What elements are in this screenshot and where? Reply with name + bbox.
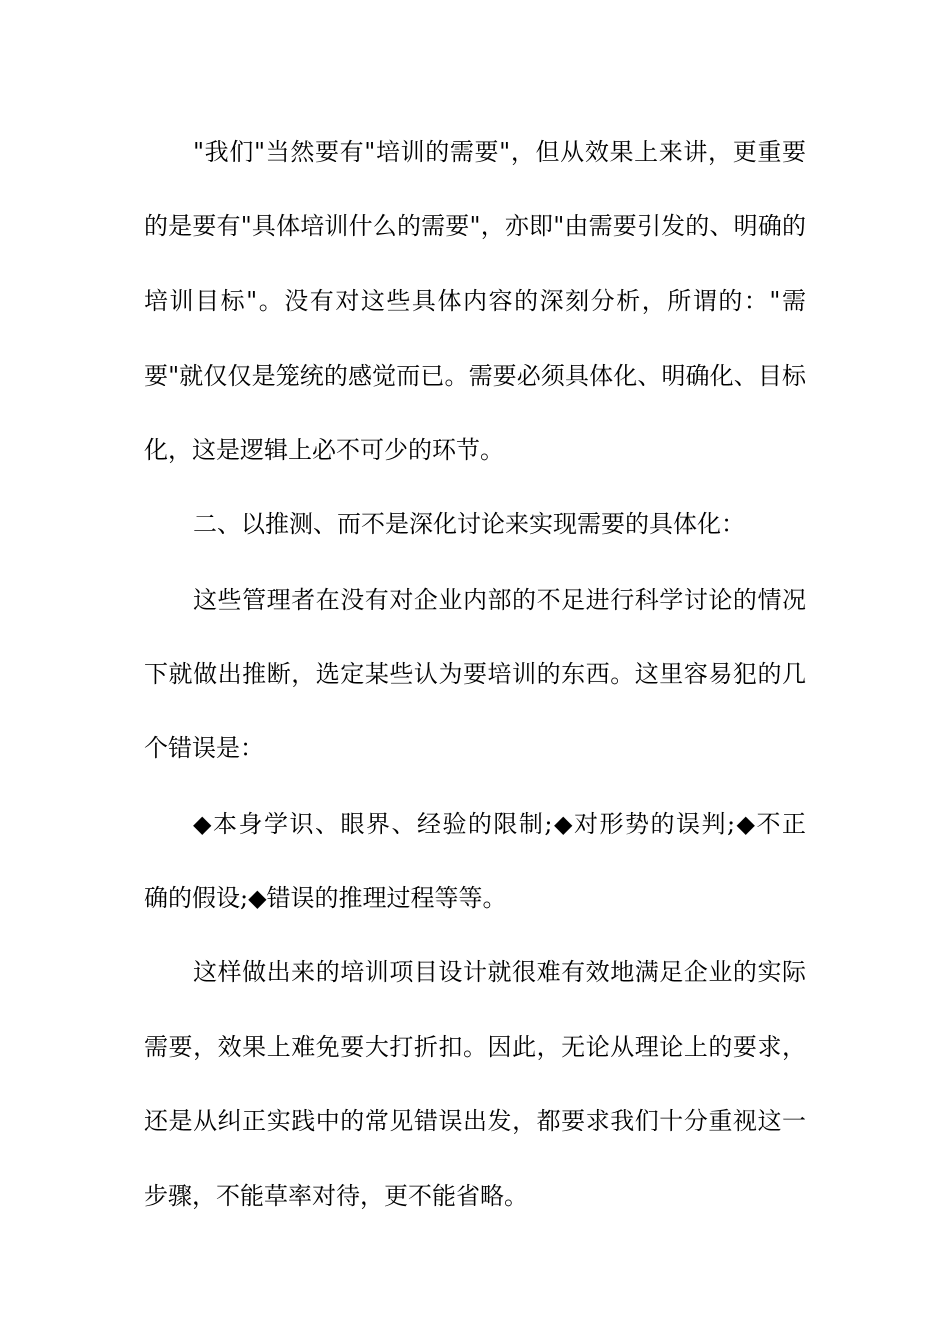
paragraph-line: 要"就仅仅是笼统的感觉而已。需要必须具体化、明确化、目标 (144, 362, 806, 390)
paragraph-line: 步骤，不能草率对待，更不能省略。 (144, 1182, 528, 1210)
section-heading: 二、以推测、而不是深化讨论来实现需要的具体化： (193, 510, 745, 538)
paragraph-line: 化，这是逻辑上必不可少的环节。 (144, 436, 504, 464)
bullet-line: ◆本身学识、眼界、经验的限制;◆对形势的误判;◆不正 (193, 810, 806, 838)
paragraph-line: 的是要有"具体培训什么的需要"，亦即"由需要引发的、明确的 (144, 212, 806, 240)
paragraph-line: 下就做出推断，选定某些认为要培训的东西。这里容易犯的几 (144, 660, 806, 688)
paragraph-line: 需要，效果上难免要大打折扣。因此，无论从理论上的要求， (144, 1033, 806, 1061)
paragraph-line: 培训目标"。没有对这些具体内容的深刻分析，所谓的："需 (144, 287, 806, 315)
paragraph-line: 还是从纠正实践中的常见错误出发，都要求我们十分重视这一 (144, 1107, 806, 1135)
paragraph-line: 这样做出来的培训项目设计就很难有效地满足企业的实际 (193, 958, 806, 986)
bullet-line: 确的假设;◆错误的推理过程等等。 (144, 884, 507, 912)
paragraph-line: "我们"当然要有"培训的需要"，但从效果上来讲，更重要 (193, 138, 806, 166)
paragraph-line: 个错误是： (144, 734, 264, 762)
paragraph-line: 这些管理者在没有对企业内部的不足进行科学讨论的情况 (193, 586, 806, 614)
